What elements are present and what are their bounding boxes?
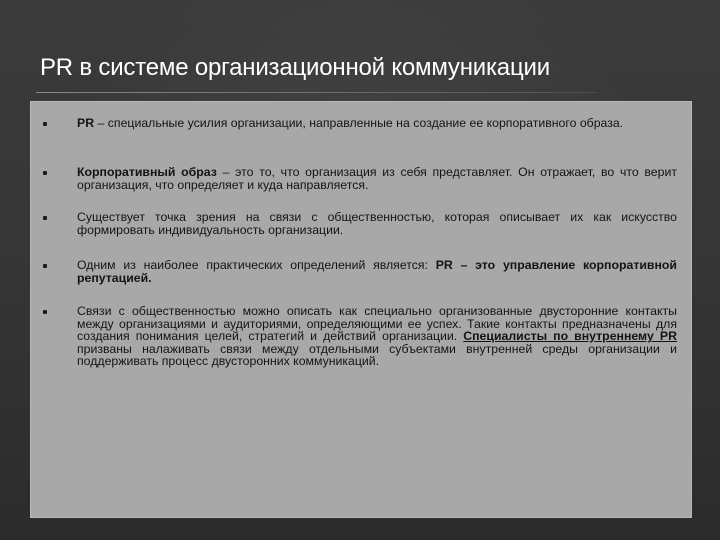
bullet-text	[77, 259, 677, 284]
bullet-marker-icon	[43, 122, 47, 126]
bullet-term: Специалисты по внутреннему PR	[463, 329, 677, 344]
bullet-body: Связи с общественностью можно описать как специально организованные двусторонние контакты между организациями и аудиториями, определяющими ее успех. Такие контакты предназначены для создания понимания целей, стратегий и действий организации.	[77, 304, 677, 344]
bullet-marker-icon	[43, 216, 47, 220]
content-panel	[30, 101, 692, 518]
bullet-marker-icon	[43, 171, 47, 175]
title-divider	[36, 92, 596, 93]
bullet-body: – специальные усилия организации, направленные на создание ее корпоративного образа.	[94, 116, 624, 130]
bullet-body: Одним из наиболее практических определений является:	[77, 258, 436, 272]
bullet-body: призваны налаживать связи между отдельными субъектами внутренней среды организации и поддерживать процесс двусторонних коммуникаций.	[77, 341, 677, 369]
bullet-term: PR – это управление корпоративной репутацией.	[77, 258, 677, 285]
bullet-text	[77, 166, 677, 191]
bullet-marker-icon	[43, 310, 47, 314]
bullet-term: Корпоративный образ	[77, 165, 217, 179]
bullet-term: PR	[77, 116, 95, 130]
bullet-body: – это то, что организация из себя представляет. Он отражает, во что верит организация, что определяет и куда направляется.	[77, 165, 677, 192]
bullet-marker-icon	[43, 264, 47, 268]
bullet-text	[77, 117, 677, 130]
bullet-text: Существует точка зрения на связи с общественностью, которая описывает их как искусство формировать индивидуальность организации.	[77, 210, 677, 237]
slide-title: PR в системе организационной коммуникации	[40, 54, 550, 81]
bullet-text	[77, 305, 677, 368]
